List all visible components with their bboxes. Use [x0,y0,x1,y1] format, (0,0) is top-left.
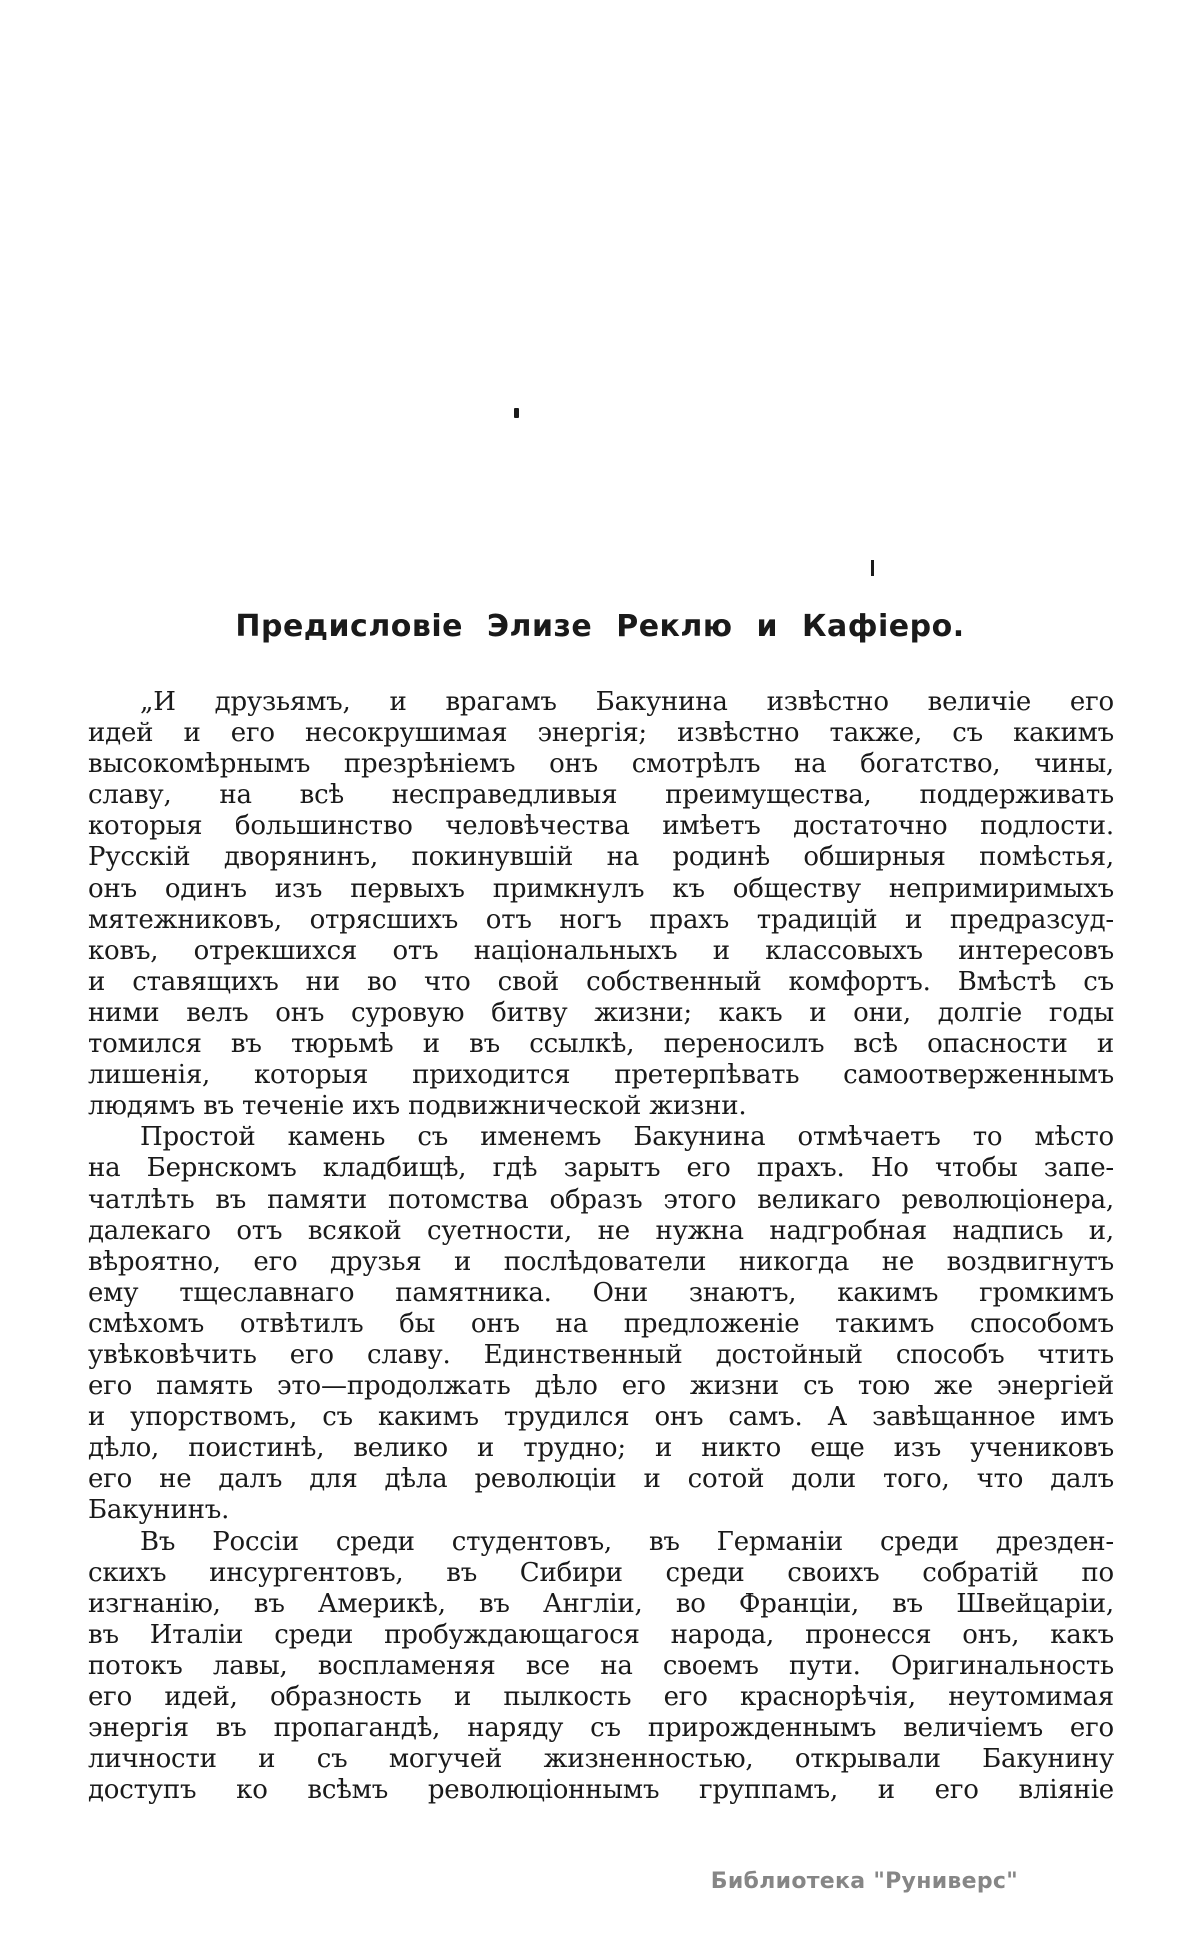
text-line: Въ Россіи среди студентовъ, въ Германіи среди дрезден- [140,1526,1114,1557]
text-line: мятежниковъ, отрясшихъ отъ ногъ прахъ традицій и предразсуд- [88,904,1114,935]
text-line: „И друзьямъ, и врагамъ Бакунина извѣстно величіе его [140,687,1114,717]
text-line: онъ одинъ изъ первыхъ примкнулъ къ обществу непримиримыхъ [88,873,1114,904]
text-line: смѣхомъ отвѣтилъ бы онъ на предложеніе такимъ способомъ [88,1308,1114,1339]
text-line: и упорствомъ, съ какимъ трудился онъ самъ. А завѣщанное имъ [88,1402,1114,1433]
text-line: лишенія, которыя приходится претерпѣвать самоотверженнымъ [88,1060,1114,1091]
text-line: чатлѣть въ памяти потомства образъ этого великаго революціонера, [88,1184,1114,1215]
text-line: его память это—продолжать дѣло его жизни съ тою же энергіей [88,1371,1114,1402]
text-line: увѣковѣчить его славу. Единственный достойный способъ чтить [88,1339,1114,1370]
text-line: далекаго отъ всякой суетности, не нужна надгробная надпись и, [88,1215,1114,1246]
text-line: томился въ тюрьмѣ и въ ссылкѣ, переносилъ всѣ опасности и [88,1029,1114,1060]
text-line: скихъ инсургентовъ, въ Сибири среди своихъ собратій по [88,1557,1114,1588]
text-line: его идей, образность и пылкость его краснорѣчія, неутомимая [88,1682,1114,1712]
text-line: вѣроятно, его друзья и послѣдователи никогда не воздвигнутъ [88,1246,1114,1277]
text-line: личности и съ могучей жизненностью, открывали Бакунину [88,1744,1114,1775]
text-line: которыя большинство человѣчества имѣетъ достаточно подлости. [88,811,1114,842]
library-watermark: Библиотека "Руниверс" [710,1869,1018,1894]
text-line: идей и его несокрушимая энергія; извѣстно также, съ какимъ [88,718,1114,749]
ink-speck-mark [514,408,519,418]
ink-tick-mark [871,560,874,576]
page-title: Предисловіе Элизе Реклю и Кафіеро. [235,609,965,644]
text-line: и ставящихъ ни во что свой собственный комфортъ. Вмѣстѣ съ [88,966,1114,997]
text-line: ковъ, отрекшихся отъ національныхъ и классовыхъ интересовъ [88,935,1114,966]
text-line: ему тщеславнаго памятника. Они знаютъ, какимъ громкимъ [88,1277,1114,1308]
text-line: славу, на всѣ несправедливыя преимущества, поддерживать [88,780,1114,811]
page-body [88,687,1114,1806]
text-line: въ Италіи среди пробуждающагося народа, пронесся онъ, какъ [88,1619,1114,1650]
text-line: на Бернскомъ кладбищѣ, гдѣ зарытъ его прахъ. Но чтобы запе- [88,1153,1114,1184]
text-line: дѣло, поистинѣ, велико и трудно; и никто еще изъ учениковъ [88,1433,1114,1464]
text-line: людямъ въ теченіе ихъ подвижнической жизни. [88,1091,747,1122]
text-line: доступъ ко всѣмъ революціоннымъ группамъ, и его вліяніе [88,1775,1114,1806]
text-line: его не далъ для дѣла революціи и сотой доли того, что далъ [88,1464,1114,1495]
text-line: ними велъ онъ суровую битву жизни; какъ и они, долгіе годы [88,997,1114,1028]
text-line: потокъ лавы, воспламеняя все на своемъ пути. Оригинальность [88,1650,1114,1681]
text-line: Русскій дворянинъ, покинувшій на родинѣ обширныя помѣстья, [88,842,1114,873]
text-line: энергія въ пропагандѣ, наряду съ прирожденнымъ величіемъ его [88,1713,1114,1744]
text-line: высокомѣрнымъ презрѣніемъ онъ смотрѣлъ на богатство, чины, [88,749,1114,780]
text-line: изгнанію, въ Америкѣ, въ Англіи, во Франціи, въ Швейцаріи, [88,1588,1114,1619]
text-line: Бакунинъ. [88,1495,230,1526]
text-line: Простой камень съ именемъ Бакунина отмѣчаетъ то мѣсто [140,1122,1114,1153]
